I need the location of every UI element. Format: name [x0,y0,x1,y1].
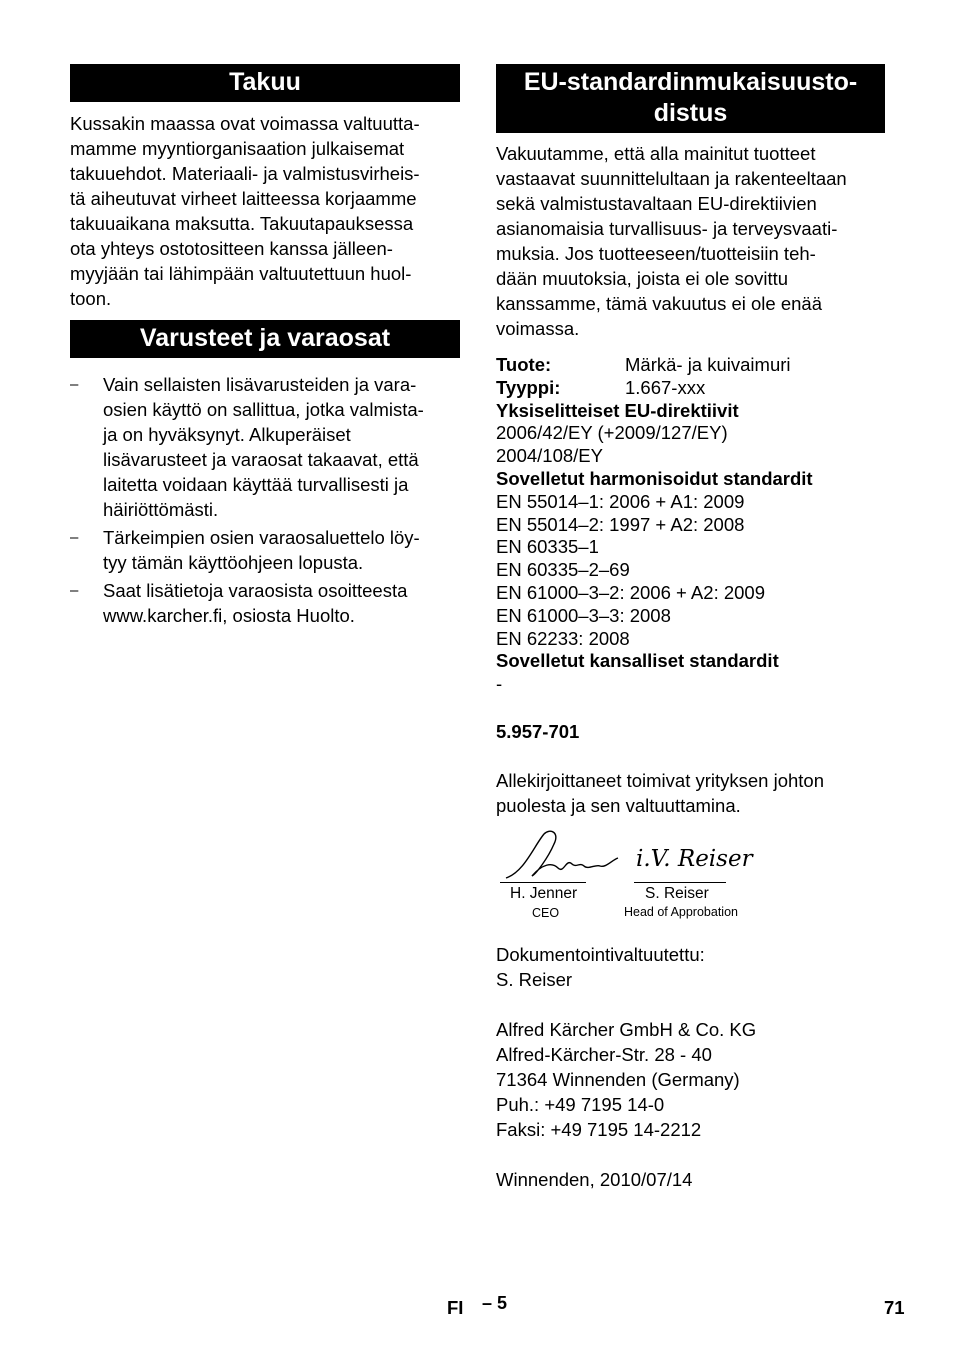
spec-block [496,354,885,696]
text-line: takuuehdot. Materiaali- ja valmistusvirheis- [70,163,420,184]
signer-name: H. Jenner [510,884,578,902]
list-item [70,525,460,575]
parts-heading: Varusteet ja varaosat [70,320,460,358]
text-line: Faksi: +49 7195 14-2212 [496,1118,702,1140]
parts-list [70,372,460,628]
list-item [70,372,460,522]
product-label: Tuote: [496,354,552,375]
directive-item: 2006/42/EY (+2009/127/EY) [496,422,728,444]
place-date: Winnenden, 2010/07/14 [496,1168,693,1190]
text-line: puolesta ja sen valtuuttamina. [496,794,741,816]
conformity-intro [496,141,885,341]
right-column [496,64,885,1192]
text-line: tyy tämän käyttöohjeen lopusta. [103,552,364,573]
text-line: voimassa. [496,318,580,339]
footer-language: FI [447,1297,464,1318]
text-line: Alfred Kärcher GmbH & Co. KG [496,1018,757,1040]
heading-line: distus [653,99,728,127]
heading-line: EU-standardinmukaisuusto- [523,68,858,96]
text-line: Saat lisätietoja varaosista osoitteesta [103,580,408,601]
signature-line [500,882,586,883]
signatories-text [496,768,885,818]
text-line: sekä valmistustavaltaan EU-direktiivien [496,193,817,214]
text-line: Vakuutamme, että alla mainitut tuotteet [496,143,816,164]
type-row [496,377,885,400]
text-line: osien käyttö on sallittua, jotka valmista- [103,399,424,420]
text-line: tä aiheutuvat virheet laitteessa korjaamme [70,188,417,209]
standard-item: EN 55014–2: 1997 + A2: 2008 [496,513,745,535]
footer-page-number: 71 [884,1297,905,1318]
dash-bullet: – [70,529,79,546]
text-line: Allekirjoittaneet toimivat yrityksen johton [496,769,825,791]
product-value: Märkä- ja kuivaimuri [625,354,791,375]
text-line: vastaavat suunnittelultaan ja rakenteeltaan [496,168,847,189]
text-line: kanssamme, tämä vakuutus ei ole enää [496,293,822,314]
standard-item: EN 55014–1: 2006 + A1: 2009 [496,490,745,512]
directive-item: 2004/108/EY [496,445,603,467]
text-line: dään muutoksia, joista ei ole sovittu [496,268,789,289]
signature-image [496,828,753,888]
text-line: mamme myyntiorganisaation julkaisemat [70,138,405,159]
dash-bullet: – [70,582,79,599]
standard-item: EN 61000–3–2: 2006 + A2: 2009 [496,581,765,603]
national-value: - [496,673,503,695]
list-item [70,578,460,628]
text-line: Vain sellaisten lisävarusteiden ja vara- [103,374,417,395]
warranty-paragraph [70,111,460,311]
text-line: häiriöttömästi. [103,499,219,520]
text-line: S. Reiser [496,968,573,990]
text-line: Kussakin maassa ovat voimassa valtuutta- [70,113,420,134]
harmonised-title: Sovelletut harmonisoidut standardit [496,467,813,489]
signer-name: S. Reiser [645,884,709,902]
text-line: toon. [70,288,112,309]
company-address [496,1017,885,1142]
text-line: Tärkeimpien osien varaosaluettelo löy- [103,527,420,548]
standard-item: EN 62233: 2008 [496,627,630,649]
text-line: myyjään tai lähimpään valtuutettuun huol- [70,263,412,284]
text-line: Dokumentointivaltuutettu: [496,943,705,965]
text-line: lisävarusteet ja varaosat takaavat, että [103,449,419,470]
national-title: Sovelletut kansalliset standardit [496,650,779,672]
text-line: www.karcher.fi, osiosta Huolto. [103,605,355,626]
directives-title: Yksiselitteiset EU-direktiivit [496,399,739,421]
type-label: Tyyppi: [496,376,561,398]
product-row [496,354,885,377]
conformity-heading [496,64,885,133]
signature-jenner [506,831,618,878]
signature-line [634,882,726,883]
standard-item: EN 61000–3–3: 2008 [496,604,671,626]
documentation-authorized [496,942,885,992]
text-line: takuuaikana maksutta. Takuutapauksessa [70,213,414,234]
signature-block [496,828,885,928]
text-line: Alfred-Kärcher-Str. 28 - 40 [496,1043,712,1065]
text-line: asianomaisia turvallisuus- ja terveysvaati- [496,218,838,239]
dash-bullet: – [70,376,79,393]
signer-role: CEO [532,905,560,920]
type-value: 1.667-xxx [625,376,706,398]
text-line: ja on hyväksynyt. Alkuperäiset [103,424,351,445]
document-number: 5.957-701 [496,720,580,742]
text-line: Puh.: +49 7195 14-0 [496,1093,665,1115]
text-line: laitetta voidaan käyttää turvallisesti ja [103,474,409,495]
text-line: 71364 Winnenden (Germany) [496,1068,740,1090]
text-line: ota yhteys ostotositteen kanssa jälleen- [70,238,393,259]
signer-role: Head of Approbation [624,904,738,919]
warranty-heading: Takuu [70,64,460,102]
standard-item: EN 60335–2–69 [496,559,630,581]
signature-reiser: i.V. Reiser [636,845,753,872]
standard-item: EN 60335–1 [496,536,599,558]
left-column [70,64,460,631]
footer-section-page: – 5 [482,1293,508,1313]
text-line: muksia. Jos tuotteeseen/tuotteisiin teh- [496,243,816,264]
